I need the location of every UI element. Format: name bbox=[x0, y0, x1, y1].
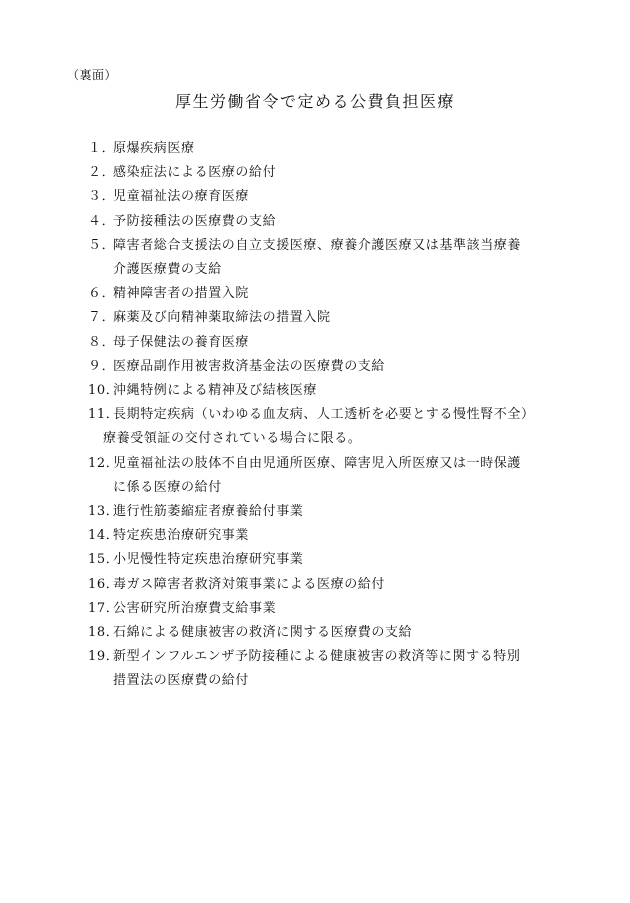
item-text: 小児慢性特定疾患治療研究事業 bbox=[113, 552, 304, 568]
item-number: ３． bbox=[88, 189, 116, 205]
item-text: 公害研究所治療費支給事業 bbox=[113, 600, 277, 616]
list-item bbox=[0, 161, 630, 185]
item-number: 12． bbox=[88, 455, 120, 471]
item-number: ５． bbox=[88, 237, 116, 253]
list-item bbox=[0, 331, 630, 355]
item-text: 予防接種法の医療費の支給 bbox=[113, 213, 277, 229]
item-text: 進行性筋萎縮症者療養給付事業 bbox=[113, 504, 304, 520]
item-number: １． bbox=[88, 141, 116, 156]
item-text: 児童福祉法の肢体不自由児通所医療、障害児入所医療又は一時保護 bbox=[113, 455, 522, 471]
item-number: 13． bbox=[88, 504, 120, 520]
item-number: 10． bbox=[88, 383, 120, 399]
item-text: 石綿による健康被害の救済に関する医療費の支給 bbox=[113, 625, 413, 641]
item-text: 医療品副作用被害救済基金法の医療費の支給 bbox=[113, 358, 386, 374]
item-number: 18． bbox=[88, 625, 120, 641]
item-text: 精神障害者の措置入院 bbox=[113, 286, 250, 302]
list-item bbox=[0, 452, 630, 500]
list-item bbox=[0, 621, 630, 645]
item-text: 麻薬及び向精神薬取締法の措置入院 bbox=[113, 310, 331, 326]
item-number: ６． bbox=[88, 286, 116, 302]
item-text-continuation: 措置法の医療費の給付 bbox=[113, 673, 250, 689]
reverse-side-label: （裏面） bbox=[67, 68, 118, 82]
list-item bbox=[0, 548, 630, 572]
item-number: ４． bbox=[88, 213, 116, 229]
list-item bbox=[0, 282, 630, 306]
item-text: 特定疾患治療研究事業 bbox=[113, 528, 250, 544]
list-item bbox=[0, 573, 630, 597]
list-item bbox=[0, 137, 630, 161]
item-text-continuation: 療養受領証の交付されている場合に限る。 bbox=[103, 431, 362, 447]
item-text: 新型インフルエンザ予防接種による健康被害の救済等に関する特別 bbox=[113, 649, 521, 665]
item-number: 14． bbox=[88, 528, 120, 544]
item-number: 17． bbox=[88, 600, 120, 616]
item-text: 毒ガス障害者救済対策事業による医療の給付 bbox=[113, 576, 386, 592]
list-item bbox=[0, 185, 630, 209]
item-number: 19． bbox=[88, 649, 120, 665]
list-item bbox=[0, 597, 630, 621]
item-number: 15． bbox=[88, 552, 120, 568]
item-text: 沖縄特例による精神及び結核医療 bbox=[113, 383, 318, 399]
item-number: ２． bbox=[88, 165, 116, 181]
item-number: ７． bbox=[88, 310, 116, 326]
item-text-continuation: 介護医療費の支給 bbox=[113, 262, 222, 278]
item-number: 16． bbox=[88, 576, 120, 592]
list-item bbox=[0, 306, 630, 330]
list-item bbox=[0, 645, 630, 693]
public-expense-medical-list bbox=[0, 137, 630, 694]
list-item bbox=[0, 500, 630, 524]
item-text: 母子保健法の養育医療 bbox=[113, 334, 250, 350]
list-item bbox=[0, 524, 630, 548]
item-number: ８． bbox=[88, 334, 116, 350]
list-item bbox=[0, 355, 630, 379]
item-text: 長期特定疾病（いわゆる血友病、人工透析を必要とする慢性腎不全） bbox=[113, 407, 535, 423]
item-text: 原爆疾病医療 bbox=[113, 141, 195, 156]
item-number: ９． bbox=[88, 358, 116, 374]
item-number: 11． bbox=[88, 407, 120, 423]
item-text: 児童福祉法の療育医療 bbox=[113, 189, 250, 205]
list-item bbox=[0, 210, 630, 234]
list-item bbox=[0, 403, 630, 451]
document-title: 厚生労働省令で定める公費負担医療 bbox=[174, 92, 455, 111]
list-item bbox=[0, 234, 630, 282]
item-text: 感染症法による医療の給付 bbox=[113, 165, 277, 181]
item-text: 障害者総合支援法の自立支援医療、療養介護医療又は基準該当療養 bbox=[113, 237, 522, 253]
list-item bbox=[0, 379, 630, 403]
item-text-continuation: に係る医療の給付 bbox=[113, 479, 222, 495]
